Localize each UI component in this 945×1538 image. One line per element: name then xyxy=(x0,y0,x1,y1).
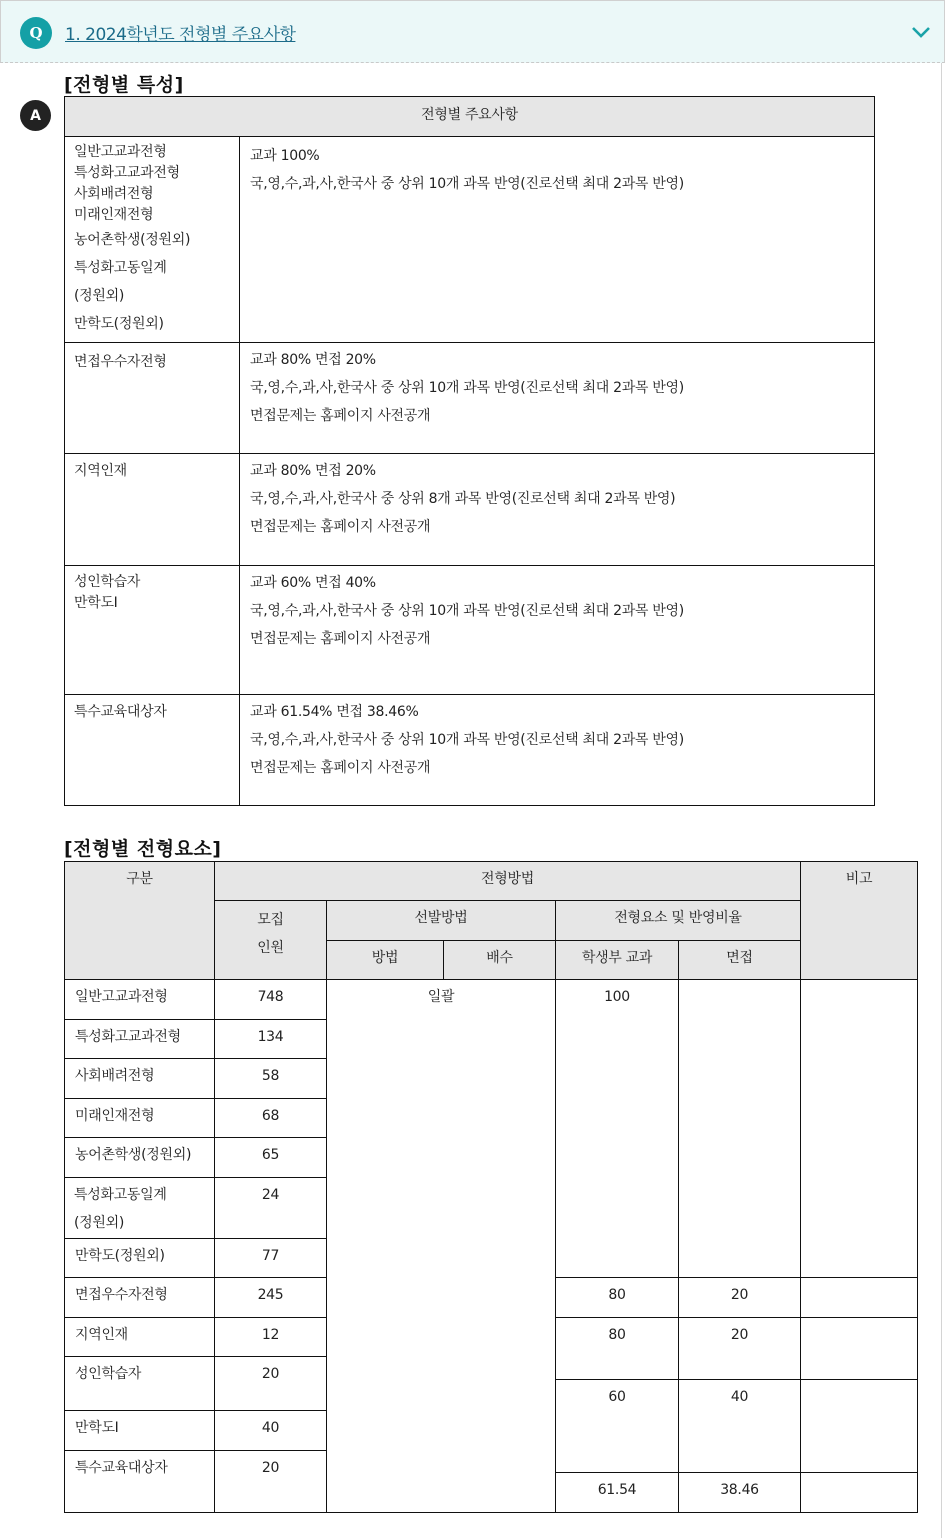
detail-text: 면접문제는 홈페이지 사전공개 xyxy=(250,760,431,776)
type-label: 특성화고교과전형 xyxy=(74,165,180,181)
question-title-link[interactable]: 1. 2024학년도 전형별 주요사항 xyxy=(65,25,296,45)
table1-detail-cell xyxy=(239,453,875,566)
type-label: 특수교육대상자 xyxy=(74,704,167,720)
row-name: 만학도(정원외) xyxy=(64,1238,215,1278)
table1-type-cell xyxy=(64,342,240,454)
row-count: 77 xyxy=(214,1238,327,1278)
detail-text: 국,영,수,과,사,한국사 중 상위 10개 과목 반영(진로선택 최대 2과목 반영) xyxy=(250,380,684,396)
remarks-cell xyxy=(800,1317,918,1380)
type-label: 사회배려전형 xyxy=(74,186,154,202)
type-label: (정원외) xyxy=(74,288,124,304)
row-count: 24 xyxy=(214,1177,327,1239)
type-label: 특성화고동일계 xyxy=(74,260,167,276)
type-label: 면접우수자전형 xyxy=(74,354,167,370)
detail-text: 교과 61.54% 면접 38.46% xyxy=(250,704,419,720)
row-name: 농어촌학생(정원외) xyxy=(64,1137,215,1178)
ratio-interview: 38.46 xyxy=(678,1472,801,1513)
type-label: 일반고교과전형 xyxy=(74,144,167,160)
detail-text: 국,영,수,과,사,한국사 중 상위 10개 과목 반영(진로선택 최대 2과목 반영) xyxy=(250,732,684,748)
row-count: 20 xyxy=(214,1356,327,1411)
header-remarks: 비고 xyxy=(800,861,918,980)
detail-text: 면접문제는 홈페이지 사전공개 xyxy=(250,408,431,424)
question-badge: Q xyxy=(20,17,52,49)
table1-type-cell xyxy=(64,565,240,695)
header-category: 구분 xyxy=(64,861,215,980)
table1-detail-cell xyxy=(239,694,875,806)
row-name: 일반고교과전형 xyxy=(64,979,215,1020)
header-elements: 전형요소 및 반영비율 xyxy=(555,900,801,941)
row-name: 만학도Ⅰ xyxy=(64,1410,215,1451)
table1-type-cell xyxy=(64,453,240,566)
ratio-interview: 20 xyxy=(678,1277,801,1318)
panel-border xyxy=(941,63,942,1538)
detail-text: 국,영,수,과,사,한국사 중 상위 8개 과목 반영(진로선택 최대 2과목 반영) xyxy=(250,491,676,507)
remarks-cell xyxy=(800,1277,918,1318)
type-label: 만학도(정원외) xyxy=(74,316,164,332)
detail-text: 교과 100% xyxy=(250,148,320,164)
ratio-subject: 80 xyxy=(555,1317,679,1380)
header-record-subject: 학생부 교과 xyxy=(555,940,679,980)
detail-text: 교과 60% 면접 40% xyxy=(250,575,376,591)
table1-detail-cell xyxy=(239,565,875,695)
ratio-interview xyxy=(678,979,801,1278)
section-title-characteristics: [전형별 특성] xyxy=(64,74,184,96)
row-name: 특성화고교과전형 xyxy=(64,1019,215,1059)
row-name: 사회배려전형 xyxy=(64,1058,215,1099)
row-name-line1: 특성화고동일계 xyxy=(74,1187,167,1203)
detail-text: 국,영,수,과,사,한국사 중 상위 10개 과목 반영(진로선택 최대 2과목 반영) xyxy=(250,603,684,619)
ratio-subject: 80 xyxy=(555,1277,679,1318)
type-label: 농어촌학생(정원외) xyxy=(74,232,191,248)
row-name: 지역인재 xyxy=(64,1317,215,1357)
detail-text: 면접문제는 홈페이지 사전공개 xyxy=(250,519,431,535)
header-selection-method: 방법 xyxy=(326,940,444,980)
row-count: 58 xyxy=(214,1058,327,1099)
header-multiplier: 배수 xyxy=(443,940,556,980)
ratio-subject: 100 xyxy=(555,979,679,1278)
remarks-cell xyxy=(800,979,918,1278)
chevron-down-icon[interactable] xyxy=(910,23,932,41)
ratio-interview: 40 xyxy=(678,1379,801,1473)
row-count: 12 xyxy=(214,1317,327,1357)
detail-text: 교과 80% 면접 20% xyxy=(250,352,376,368)
question-header[interactable] xyxy=(0,0,945,63)
header-interview: 면접 xyxy=(678,940,801,980)
detail-text: 면접문제는 홈페이지 사전공개 xyxy=(250,631,431,647)
header-method: 전형방법 xyxy=(214,861,801,901)
type-label: 만학도Ⅰ xyxy=(74,595,118,611)
type-label: 지역인재 xyxy=(74,463,127,479)
header-recruit-count xyxy=(214,900,327,980)
section-title-elements: [전형별 전형요소] xyxy=(64,838,222,860)
table1-detail-cell xyxy=(239,342,875,454)
ratio-interview: 20 xyxy=(678,1317,801,1380)
detail-text: 국,영,수,과,사,한국사 중 상위 10개 과목 반영(진로선택 최대 2과목 반영) xyxy=(250,176,684,192)
table1-type-cell xyxy=(64,694,240,806)
answer-badge: A xyxy=(20,100,51,131)
ratio-subject: 60 xyxy=(555,1379,679,1473)
header-recruit-line2: 인원 xyxy=(257,940,284,956)
row-count: 65 xyxy=(214,1137,327,1178)
row-name-line2: (정원외) xyxy=(74,1215,124,1231)
row-name xyxy=(64,1177,215,1239)
header-recruit-line1: 모집 xyxy=(257,912,284,928)
row-name: 면접우수자전형 xyxy=(64,1277,215,1318)
row-count: 134 xyxy=(214,1019,327,1059)
remarks-cell xyxy=(800,1379,918,1473)
type-label: 성인학습자 xyxy=(74,574,141,590)
row-count: 40 xyxy=(214,1410,327,1451)
ratio-subject: 61.54 xyxy=(555,1472,679,1513)
row-name: 미래인재전형 xyxy=(64,1098,215,1138)
row-count: 68 xyxy=(214,1098,327,1138)
table1-header: 전형별 주요사항 xyxy=(64,96,875,137)
row-count: 20 xyxy=(214,1450,327,1513)
row-count: 748 xyxy=(214,979,327,1020)
row-name: 특수교육대상자 xyxy=(64,1450,215,1513)
detail-text: 교과 80% 면접 20% xyxy=(250,463,376,479)
table1-detail-cell xyxy=(239,136,875,343)
selection-method-value: 일괄 xyxy=(326,979,556,1513)
remarks-cell xyxy=(800,1472,918,1513)
table1-type-cell xyxy=(64,136,240,343)
row-name: 성인학습자 xyxy=(64,1356,215,1411)
header-selection: 선발방법 xyxy=(326,900,556,941)
row-count: 245 xyxy=(214,1277,327,1318)
type-label: 미래인재전형 xyxy=(74,207,154,223)
